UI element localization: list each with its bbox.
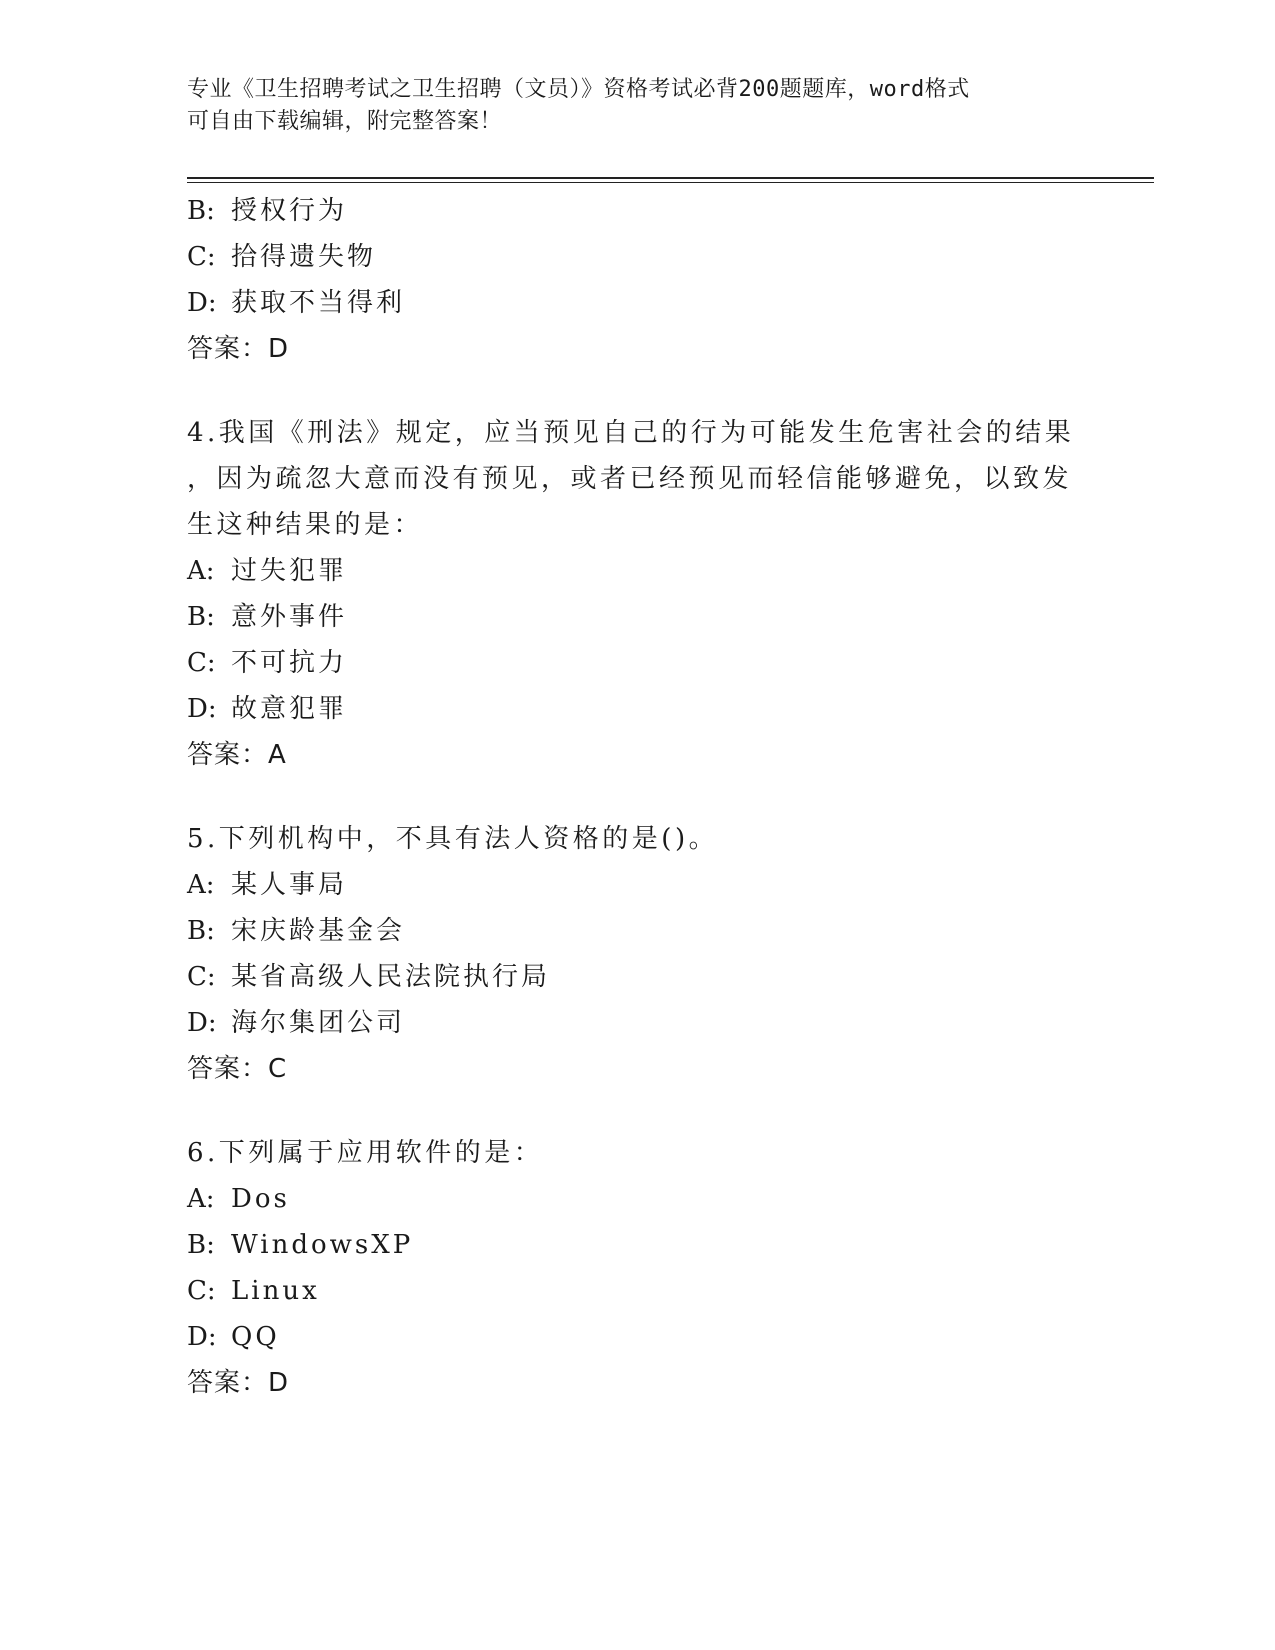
option-text: 某省高级人民法院执行局 [231, 962, 551, 992]
option-label: D: [187, 1008, 217, 1038]
option-text: 海尔集团公司 [231, 1008, 406, 1038]
option-text: 授权行为 [231, 196, 348, 226]
option-b [187, 594, 1067, 640]
option-a [187, 1176, 1067, 1222]
option-b [187, 908, 1067, 954]
header-divider-thick [187, 177, 1154, 179]
option-label: A: [187, 1184, 215, 1214]
answer-line: 答案：A [187, 740, 287, 770]
question-stem-line: 6.下列属于应用软件的是： [187, 1138, 544, 1168]
header-line-1: 专业《卫生招聘考试之卫生招聘（文员）》资格考试必背200题题库，word格式 [187, 77, 970, 102]
question-6 [187, 1130, 1067, 1406]
option-text: 不可抗力 [231, 648, 348, 678]
option-text: 过失犯罪 [231, 556, 348, 586]
option-label: B: [187, 196, 215, 226]
question-3-tail [187, 188, 1067, 372]
question-stem-line: 生这种结果的是： [187, 510, 424, 540]
option-text: 拾得遗失物 [231, 242, 377, 272]
question-content [187, 188, 1075, 1406]
option-label: D: [187, 694, 217, 724]
answer-line: 答案：D [187, 334, 290, 364]
option-label: D: [187, 288, 217, 318]
option-label: C: [187, 962, 216, 992]
option-text: QQ [231, 1322, 280, 1352]
option-text: Linux [231, 1276, 320, 1306]
option-text: WindowsXP [231, 1230, 414, 1260]
option-text: 宋庆龄基金会 [231, 916, 406, 946]
option-d [187, 686, 1067, 732]
option-c [187, 640, 1067, 686]
option-label: D: [187, 1322, 217, 1352]
option-b [187, 188, 1067, 234]
answer-line: 答案：C [187, 1054, 288, 1084]
header-divider-thin [187, 182, 1154, 183]
option-d [187, 280, 1067, 326]
option-label: B: [187, 1230, 215, 1260]
option-a [187, 548, 1067, 594]
question-4 [187, 410, 1075, 778]
option-b [187, 1222, 1067, 1268]
question-stem-line: 5.下列机构中，不具有法人资格的是()。 [187, 824, 719, 854]
option-label: C: [187, 242, 216, 272]
answer-line: 答案：D [187, 1368, 290, 1398]
option-d [187, 1314, 1067, 1360]
option-c [187, 954, 1067, 1000]
option-d [187, 1000, 1067, 1046]
question-5 [187, 816, 1067, 1092]
option-c [187, 234, 1067, 280]
option-text: 意外事件 [231, 602, 348, 632]
option-label: C: [187, 648, 216, 678]
question-stem-line: 4.我国《刑法》规定，应当预见自己的行为可能发生危害社会的结果 [187, 418, 1075, 448]
option-text: 故意犯罪 [231, 694, 348, 724]
option-label: C: [187, 1276, 216, 1306]
option-label: A: [187, 556, 215, 586]
question-stem-line: ，因为疏忽大意而没有预见，或者已经预见而轻信能够避免，以致发 [187, 464, 1073, 494]
document-header [187, 74, 1067, 138]
option-label: B: [187, 916, 215, 946]
option-text: 某人事局 [231, 870, 348, 900]
option-label: A: [187, 870, 215, 900]
option-label: B: [187, 602, 215, 632]
option-a [187, 862, 1067, 908]
option-text: Dos [231, 1184, 290, 1214]
option-text: 获取不当得利 [231, 288, 406, 318]
header-line-2: 可自由下载编辑，附完整答案！ [187, 109, 503, 134]
option-c [187, 1268, 1067, 1314]
